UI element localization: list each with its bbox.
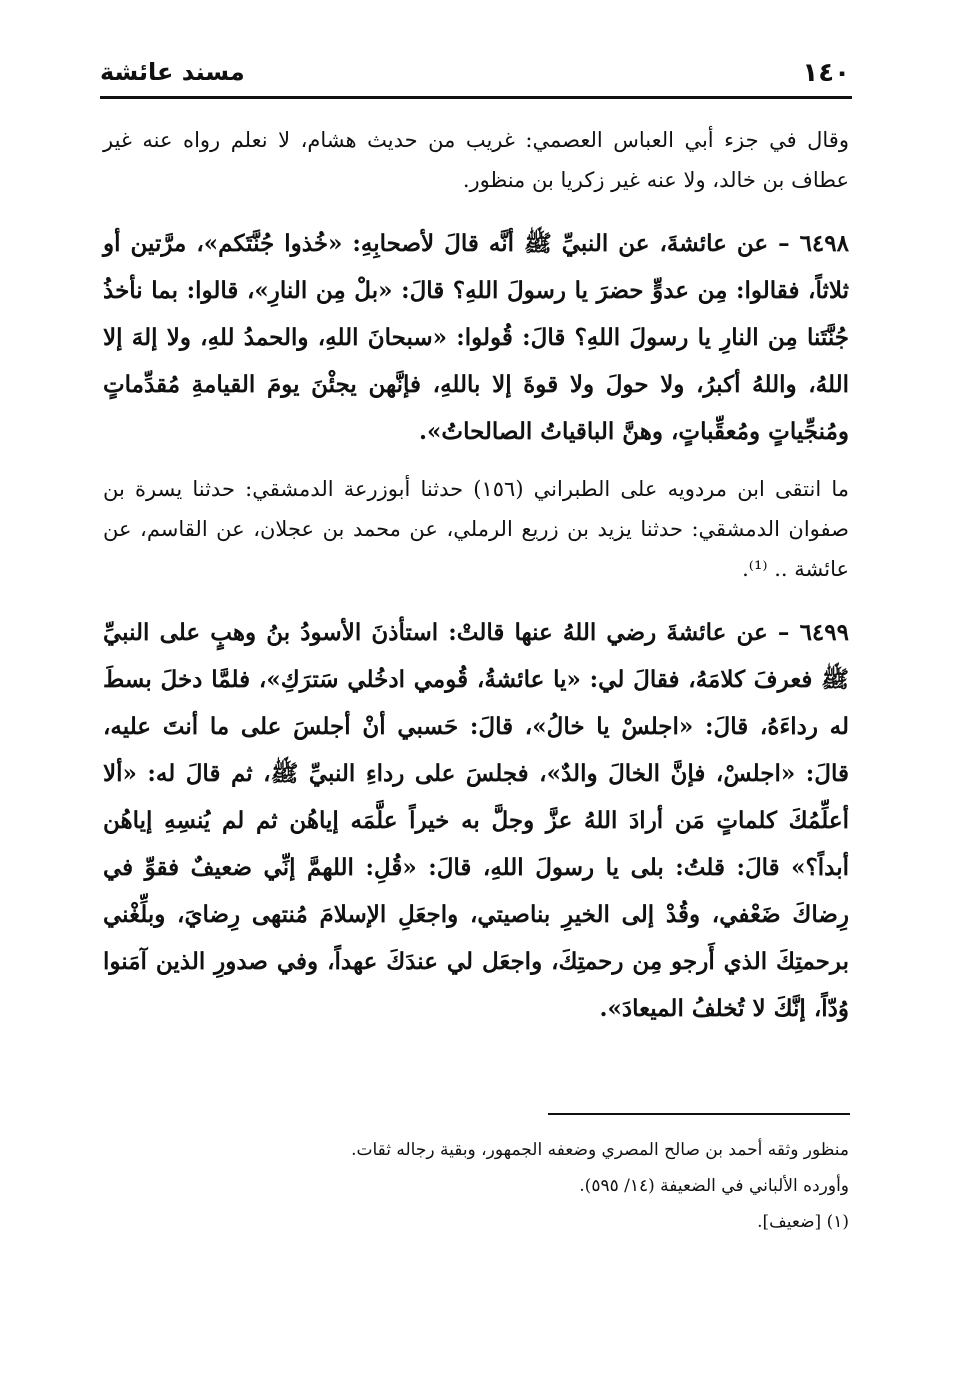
footnote-line: منظور وثقه أحمد بن صالح المصري وضعفه الجمهور، وبقية رجاله ثقات.	[351, 1140, 849, 1160]
footnote-line: (١) [ضعيف].	[757, 1212, 849, 1232]
page-header	[100, 58, 850, 94]
hadith-6499: ٦٤٩٩ – عن عائشةَ رضي اللهُ عنها قالتْ: استأذنَ الأسودُ بنُ وهبٍ على النبيِّ ﷺ فعرفَ كلامَهُ، فقالَ لي: «يا عائشةُ، قُومي ادخُلي سَترَكِ»، فلمَّا دخلَ بسطَ له رداءَهُ، قالَ: «اجلسْ يا خالُ»، قالَ: حَسبي أنْ أجلسَ على ما أنتَ عليه، قالَ: «اجلسْ، فإنَّ الخالَ والدٌ»، فجلسَ على رداءِ النبيِّ ﷺ، ثم قالَ له: «ألا أعلِّمُكَ كلماتٍ مَن أرادَ اللهُ عزَّ وجلَّ به خيراً علَّمَه إياهُن ثم لم يُنسِهِ إياهُن أبداً؟» قالَ: قلتُ: بلى يا رسولَ اللهِ، قالَ: «قُلِ: اللهمَّ إنِّي ضعيفٌ فقوِّ في رِضاكَ ضَعْفي، وقُدْ إلى الخيرِ بناصيتي، واجعَلِ الإسلامَ مُنتهى رِضايَ، وبلِّغْني برحمتِكَ الذي أَرجو مِن رحمتِكَ، واجعَل لي عندَكَ عهداً، وفي صدورِ الذين آمَنوا وُدّاً، إنَّكَ لا تُخلفُ الميعادَ».	[103, 619, 849, 1022]
body-text	[103, 120, 849, 1032]
footnote-rule	[548, 1113, 850, 1115]
footnotes	[103, 1132, 849, 1240]
header-rule	[100, 96, 852, 99]
page-number: ١٤٠	[802, 58, 850, 88]
paragraph-note-2: ما انتقى ابن مردويه على الطبراني (١٥٦) حدثنا أبوزرعة الدمشقي: حدثنا يسرة بن صفوان الدمشقي: حدثنا يزيد بن زريع الرملي، عن محمد بن عجلان، عن القاسم، عن عائشة .. ⁽¹⁾.	[103, 477, 850, 581]
paragraph-note-1: وقال في جزء أبي العباس العصمي: غريب من حديث هشام، لا نعلم رواه عنه غير عطاف بن خالد، ولا عنه غير زكريا بن منظور.	[103, 128, 849, 192]
running-title: مسند عائشة	[100, 58, 245, 86]
hadith-6498: ٦٤٩٨ – عن عائشةَ، عن النبيِّ ﷺ أنَّه قالَ لأصحابِهِ: «خُذوا جُنَّتَكم»، مرَّتين أو ثلاثاً، فقالوا: مِن عدوٍّ حضرَ يا رسولَ اللهِ؟ قالَ: «بلْ مِن النارِ»، قالوا: بما نأخذُ جُنَّتَنا مِن النارِ يا رسولَ اللهِ؟ قالَ: قُولوا: «سبحانَ اللهِ، والحمدُ للهِ، ولا إلهَ إلا اللهُ، واللهُ أكبرُ، ولا حولَ ولا قوةَ إلا باللهِ، فإنَّهن يجئْنَ يومَ القيامةِ مُقدِّماتٍ ومُنجِّياتٍ ومُعقِّباتٍ، وهنَّ الباقياتُ الصالحاتُ».	[103, 230, 849, 445]
footnote-line: وأورده الألباني في الضعيفة (١٤/ ٥٩٥).	[579, 1176, 849, 1196]
